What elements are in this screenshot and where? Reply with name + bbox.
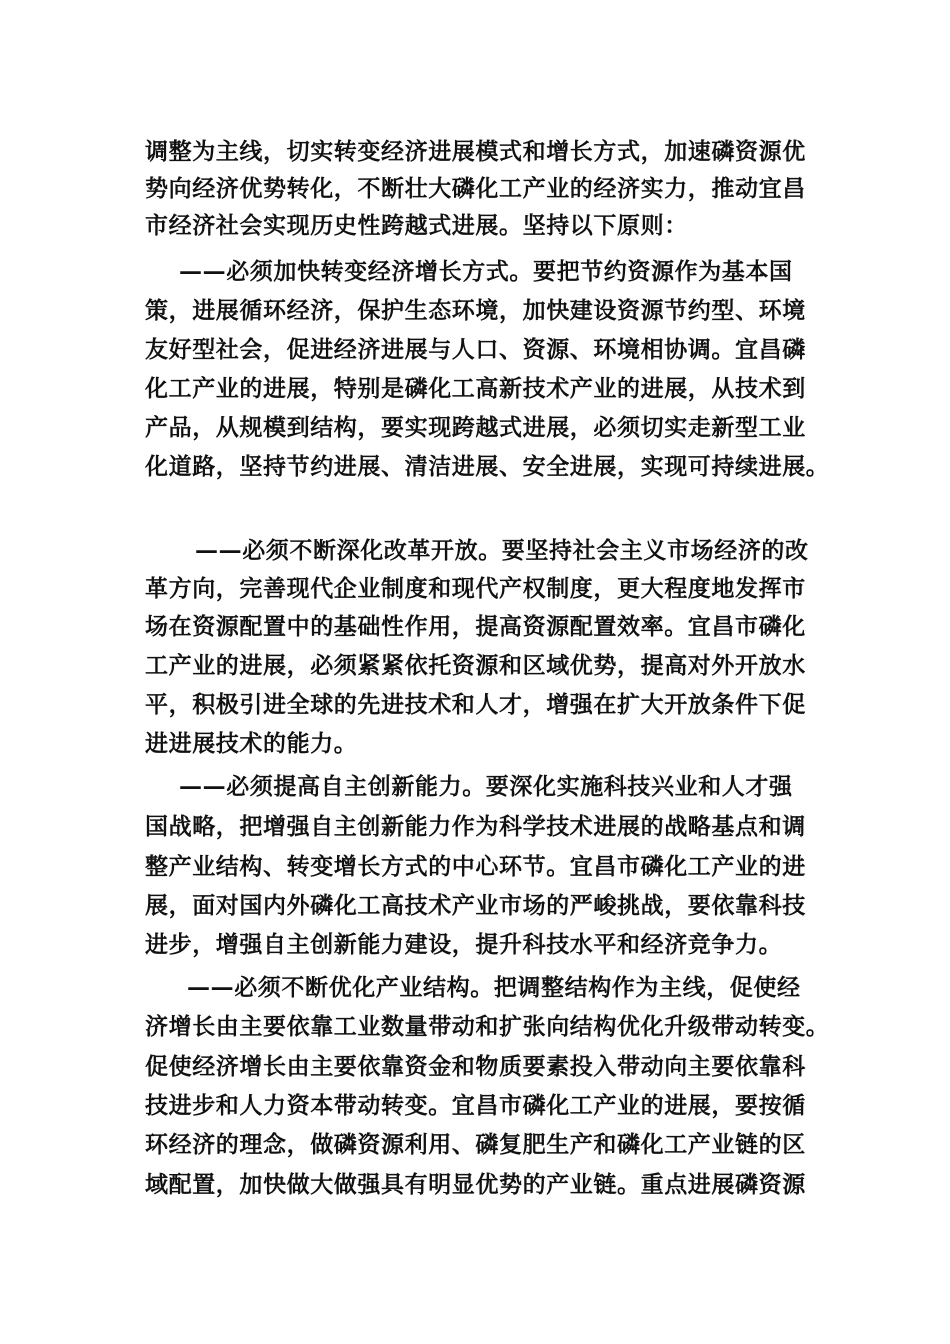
text-line: 策，进展循环经济，保护生态环境，加快建设资源节约型、环境: [145, 297, 806, 324]
text-line: 技进步和人力资本带动转变。宜昌市磷化工产业的进展，要按循: [145, 1092, 806, 1119]
text-line: 环经济的理念，做磷资源利用、磷复肥生产和磷化工产业链的区: [145, 1131, 806, 1158]
text-line: 国战略，把增强自主创新能力作为科学技术进展的战略基点和调: [145, 813, 806, 840]
text-line: 进步，增强自主创新能力建设，提升科技水平和经济竞争力。: [145, 931, 783, 958]
text-line: 平，积极引进全球的先进技术和人才，增强在扩大开放条件下促: [145, 691, 806, 718]
text-line: ——必须提高自主创新能力。要深化实施科技兴业和人才强: [179, 773, 793, 800]
text-line: 革方向，完善现代企业制度和现代产权制度，更大程度地发挥市: [145, 575, 806, 602]
text-line: ——必须不断深化改革开放。要坚持社会主义市场经济的改: [195, 537, 809, 564]
text-line: 域配置，加快做大做强具有明显优势的产业链。重点进展磷资源: [145, 1171, 806, 1198]
text-line: 调整为主线，切实转变经济进展模式和增长方式，加速磷资源优: [145, 138, 806, 165]
text-line: 进进展技术的能力。: [145, 730, 358, 757]
text-line: 化工产业的进展，特别是磷化工高新技术产业的进展，从技术到: [145, 375, 806, 402]
text-line: 友好型社会，促进经济进展与人口、资源、环境相协调。宜昌磷: [145, 336, 806, 363]
text-line: 整产业结构、转变增长方式的中心环节。宜昌市磷化工产业的进: [145, 853, 806, 880]
text-line: ——必须加快转变经济增长方式。要把节约资源作为基本国: [179, 258, 793, 285]
text-line: 场在资源配置中的基础性作用，提高资源配置效率。宜昌市磷化: [145, 613, 806, 640]
text-line: 产品，从规模到结构，要实现跨越式进展，必须切实走新型工业: [145, 414, 806, 441]
text-line: 济增长由主要依靠工业数量带动和扩张向结构优化升级带动转变。: [145, 1013, 830, 1040]
text-line: 工产业的进展，必须紧紧依托资源和区域优势，提高对外开放水: [145, 652, 806, 679]
text-line: 化道路，坚持节约进展、清洁进展、安全进展，实现可持续进展。: [145, 453, 830, 480]
text-line: ——必须不断优化产业结构。把调整结构作为主线，促使经: [187, 974, 801, 1001]
text-line: 展，面对国内外磷化工高技术产业市场的严峻挑战，要依靠科技: [145, 892, 806, 919]
text-line: 势向经济优势转化，不断壮大磷化工产业的经济实力，推动宜昌: [145, 175, 806, 202]
text-line: 市经济社会实现历史性跨越式进展。坚持以下原则：: [145, 212, 688, 239]
text-line: 促使经济增长由主要依靠资金和物质要素投入带动向主要依靠科: [145, 1053, 806, 1080]
